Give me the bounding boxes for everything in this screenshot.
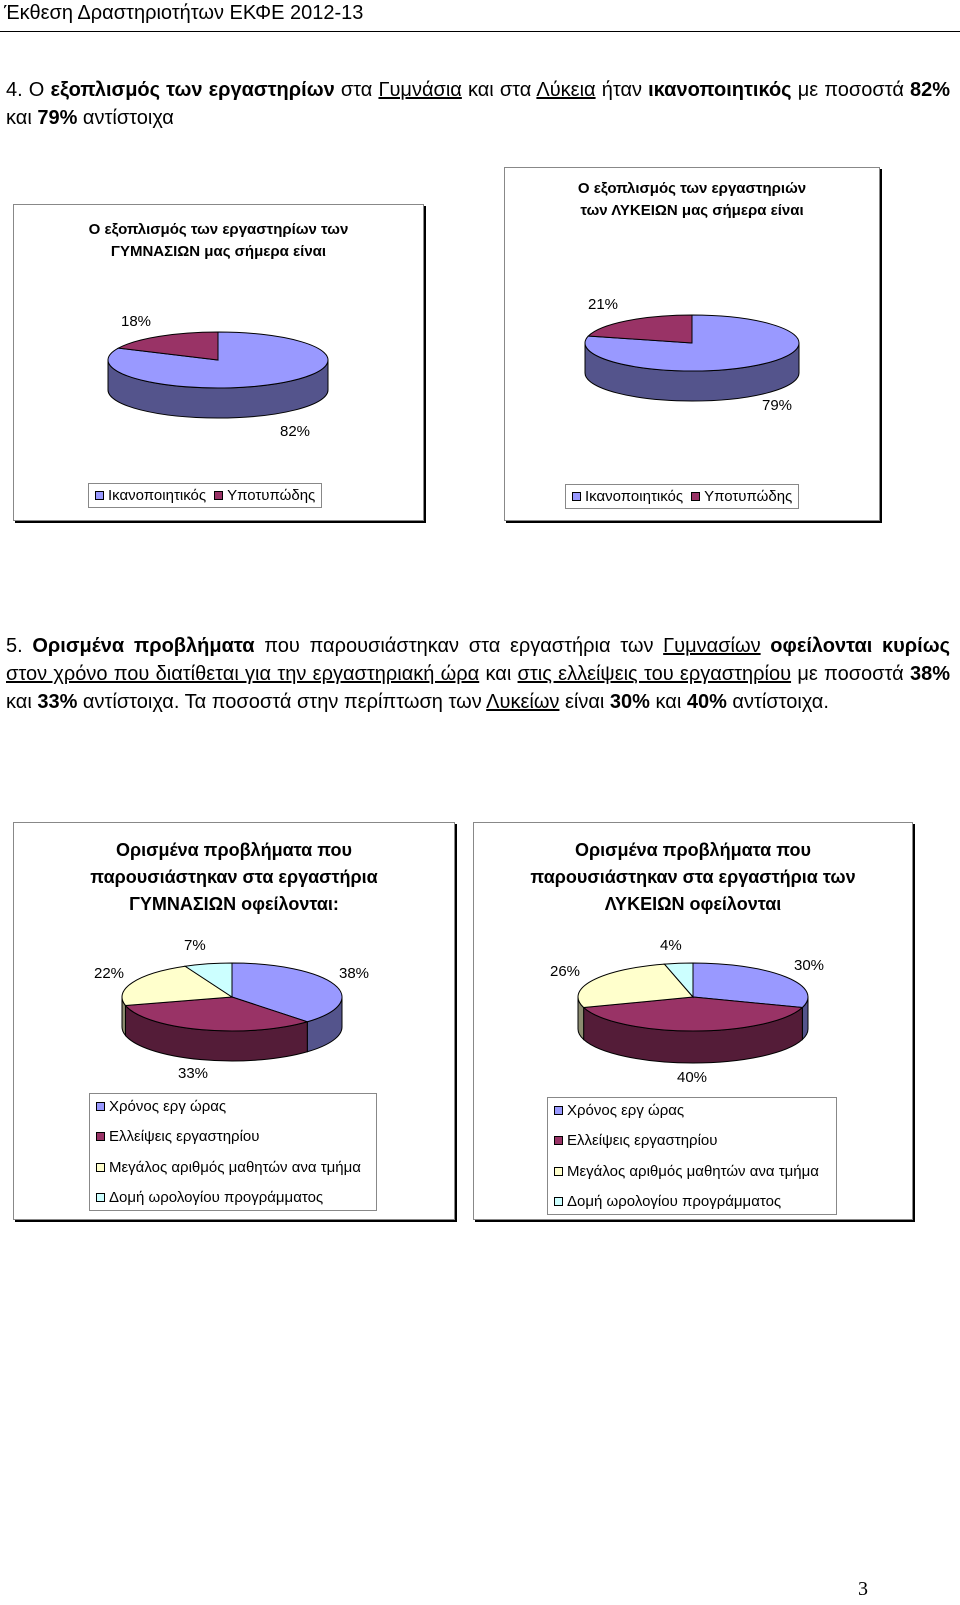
chart-lykeia-problems (473, 822, 913, 1220)
legend-label: Υποτυπώδης (227, 487, 316, 504)
data-label: 82% (280, 423, 311, 440)
legend-swatch (554, 1167, 563, 1176)
legend-label: Ελλείψεις εργαστηρίου (567, 1132, 718, 1150)
legend-item (691, 488, 792, 505)
p5-underline: στον χρόνο που διατίθεται για την εργαστηριακή ώρα (6, 663, 480, 685)
legend-label: Δομή ωρολογίου προγράμματος (109, 1188, 324, 1206)
chart-title: Ο εξοπλισμός των εργαστηρίων των ΓΥΜΝΑΣΙΩΝ μας σήμερα είναι (88, 221, 349, 260)
p5-text: και (649, 691, 687, 713)
legend-item (572, 488, 683, 505)
p5-text: 5. (6, 635, 33, 657)
p4-bold: 79% (37, 107, 78, 129)
legend-swatch (95, 491, 104, 500)
data-label: 7% (184, 937, 206, 954)
chart-title: Ορισμένα προβλήματα που παρουσιάστηκαν στα εργαστήρια ΓΥΜΝΑΣΙΩΝ οφείλονται: (90, 840, 378, 914)
legend-swatch (691, 492, 700, 501)
data-label: 40% (677, 1069, 708, 1086)
page-header (0, 2, 960, 32)
p5-bold: 33% (37, 691, 78, 713)
p4-underline: Λύκεια (536, 79, 596, 101)
p5-bold: 38% (909, 663, 950, 685)
legend-swatch (554, 1106, 563, 1115)
legend-swatch (572, 492, 581, 501)
p4-text: ήταν (595, 79, 649, 101)
legend-item (554, 1163, 830, 1180)
paragraph-4 (6, 76, 950, 132)
p5-text: είναι (559, 691, 610, 713)
chart-gymnasia-problems (13, 822, 455, 1220)
legend-swatch (554, 1136, 563, 1145)
legend-label: Χρόνος εργ ώρας (567, 1102, 685, 1119)
legend-label: Μεγάλος αριθμός μαθητών ανα τμήμα (567, 1162, 819, 1180)
p4-text: στα (334, 79, 379, 101)
legend-swatch (96, 1163, 105, 1172)
p5-bold: 30% (609, 691, 650, 713)
data-label: 26% (550, 963, 581, 980)
chart-legend (89, 1093, 377, 1211)
legend-swatch (96, 1102, 105, 1111)
p4-underline: Γυμνάσια (378, 79, 462, 101)
legend-item (554, 1102, 830, 1119)
p5-underline: Λυκείων (486, 691, 560, 713)
p4-bold: εξοπλισμός των εργαστηρίων (50, 79, 335, 101)
paragraph-5 (6, 632, 950, 716)
chart-lykeia-equipment (504, 167, 880, 521)
legend-label: Υποτυπώδης (704, 488, 793, 505)
chart-legend (88, 483, 322, 508)
p5-text: με ποσοστά (791, 663, 910, 685)
p5-text: και (6, 691, 38, 713)
legend-item (96, 1189, 370, 1206)
chart-legend (547, 1097, 837, 1215)
legend-label: Χρόνος εργ ώρας (109, 1098, 227, 1115)
legend-item (554, 1193, 830, 1210)
legend-item (96, 1098, 370, 1115)
data-label: 22% (94, 965, 125, 982)
legend-item (554, 1132, 830, 1149)
legend-item (96, 1128, 370, 1145)
legend-label: Δομή ωρολογίου προγράμματος (567, 1192, 782, 1210)
data-label: 38% (339, 965, 370, 982)
legend-swatch (96, 1132, 105, 1141)
legend-label: Ικανοποιητικός (585, 488, 684, 505)
p5-underline: στις ελλείψεις του εργαστηρίου (517, 663, 792, 685)
data-label: 4% (660, 937, 682, 954)
p5-text: αντίστοιχα. Τα ποσοστά στην περίπτωση των (77, 691, 487, 713)
data-label: 30% (794, 957, 825, 974)
pie-chart (14, 205, 423, 520)
page-number: 3 (858, 1578, 868, 1600)
chart-gymnasia-equipment (13, 204, 424, 521)
chart-title: Ορισμένα προβλήματα που παρουσιάστηκαν στα εργαστήρια των ΛΥΚΕΙΩΝ οφείλονται (530, 840, 856, 914)
data-label: 21% (588, 296, 619, 313)
header-title: Έκθεση Δραστηριοτήτων ΕΚΦΕ 2012-13 (4, 2, 364, 24)
p5-text: που παρουσιάστηκαν στα εργαστήρια των (254, 635, 664, 657)
legend-label: Ελλείψεις εργαστηρίου (109, 1128, 260, 1146)
p5-bold: Ορισμένα προβλήματα (32, 635, 255, 657)
p4-text: αντίστοιχα (77, 107, 174, 129)
data-label: 79% (762, 397, 793, 414)
p4-text: 4. Ο (6, 79, 45, 101)
pie-chart (505, 168, 879, 520)
legend-item (214, 487, 315, 504)
legend-label: Ικανοποιητικός (108, 487, 207, 504)
legend-swatch (214, 491, 223, 500)
legend-swatch (96, 1193, 105, 1202)
chart-legend (565, 484, 799, 509)
p4-text: και (6, 107, 38, 129)
p5-text: αντίστοιχα. (726, 691, 829, 713)
legend-item (95, 487, 206, 504)
p5-bold: 40% (686, 691, 727, 713)
p5-text (761, 635, 771, 657)
p5-text: και (479, 663, 518, 685)
p5-underline: Γυμνασίων (663, 635, 761, 657)
data-label: 18% (121, 313, 152, 330)
p4-text: με ποσοστά (791, 79, 910, 101)
chart-title: Ο εξοπλισμός των εργαστηριών των ΛΥΚΕΙΩΝ μας σήμερα είναι (577, 180, 807, 219)
legend-item (96, 1159, 370, 1176)
p4-bold: ικανοποιητικός (648, 79, 792, 101)
data-label: 33% (178, 1065, 209, 1082)
legend-swatch (554, 1197, 563, 1206)
p4-bold: 82% (909, 79, 951, 101)
p5-bold: οφείλονται κυρίως (770, 635, 951, 657)
legend-label: Μεγάλος αριθμός μαθητών ανα τμήμα (109, 1158, 361, 1176)
p4-text: και στα (461, 79, 537, 101)
